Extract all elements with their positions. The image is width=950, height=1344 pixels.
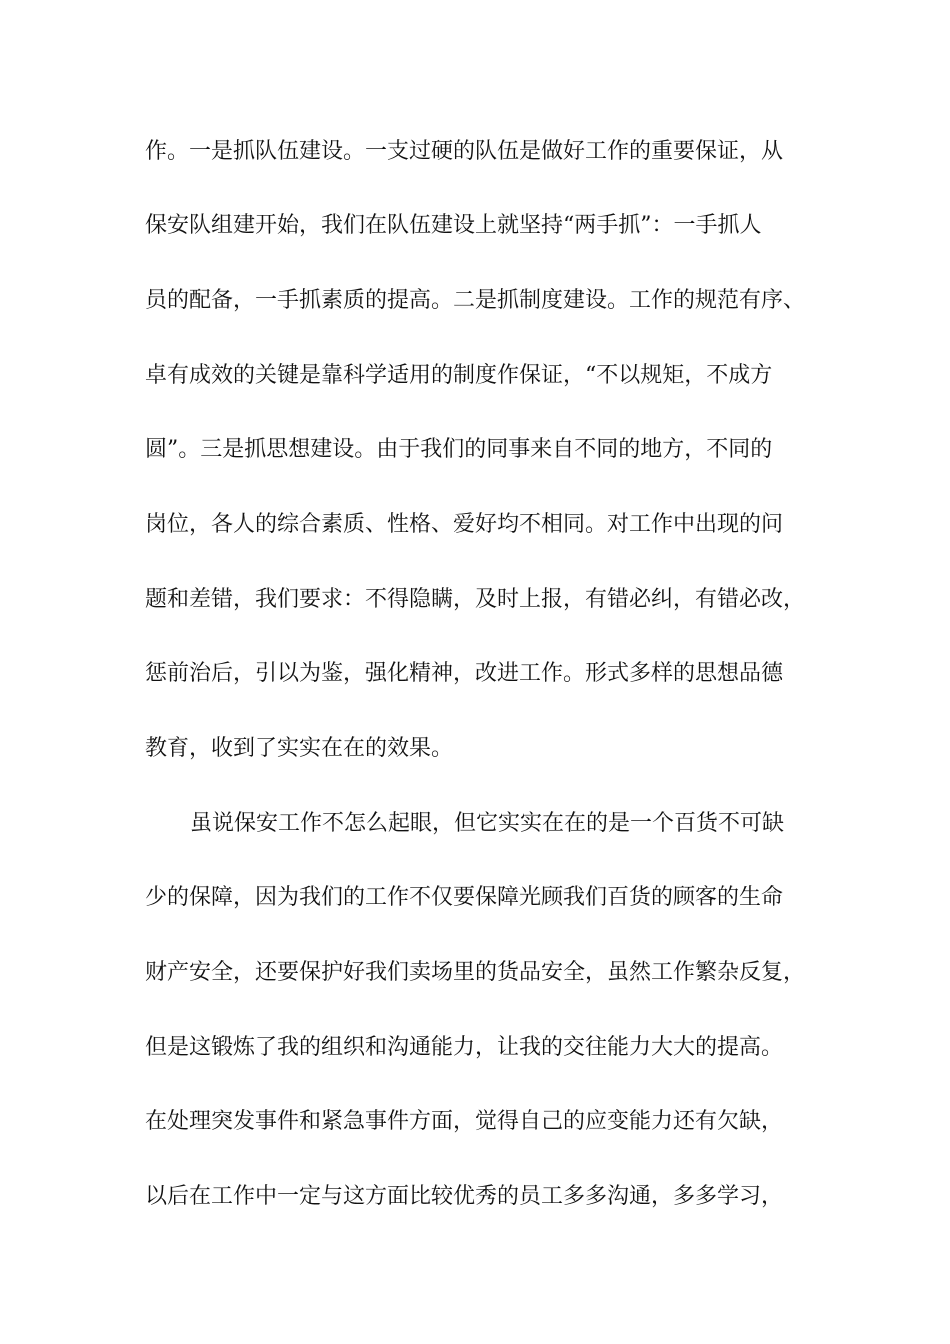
- paragraph-line: 少的保障，因为我们的工作不仅要保障光顾我们百货的顾客的生命: [145, 885, 784, 910]
- paragraph-line: 惩前治后，引以为鉴，强化精神，改进工作。形式多样的思想品德: [145, 661, 784, 686]
- paragraph-first-line: 虽说保安工作不怎么起眼，但它实实在在的是一个百货不可缺: [190, 811, 785, 836]
- paragraph-line: 圆”。三是抓思想建设。由于我们的同事来自不同的地方，不同的: [145, 437, 773, 462]
- paragraph-line: 卓有成效的关键是靠科学适用的制度作保证，“不以规矩，不成方: [145, 363, 773, 388]
- paragraph-line: 教育，收到了实实在在的效果。: [145, 736, 454, 761]
- paragraph-line: 但是这锻炼了我的组织和沟通能力，让我的交往能力大大的提高。: [145, 1035, 784, 1060]
- paragraph-line: 作。一是抓队伍建设。一支过硬的队伍是做好工作的重要保证，从: [145, 139, 784, 164]
- paragraph-line: 在处理突发事件和紧急事件方面，觉得自己的应变能力还有欠缺，: [145, 1109, 784, 1134]
- paragraph-line: 员的配备，一手抓素质的提高。二是抓制度建设。工作的规范有序、: [145, 288, 806, 313]
- paragraph-line: 以后在工作中一定与这方面比较优秀的员工多多沟通，多多学习，: [145, 1184, 784, 1209]
- paragraph-line: 岗位，各人的综合素质、性格、爱好均不相同。对工作中出现的问: [145, 512, 784, 537]
- paragraph-line: 保安队组建开始，我们在队伍建设上就坚持“两手抓”：一手抓人: [145, 213, 762, 238]
- paragraph-line: 题和差错，我们要求：不得隐瞒，及时上报，有错必纠，有错必改，: [145, 587, 806, 612]
- paragraph-line: 财产安全，还要保护好我们卖场里的货品安全，虽然工作繁杂反复，: [145, 960, 806, 985]
